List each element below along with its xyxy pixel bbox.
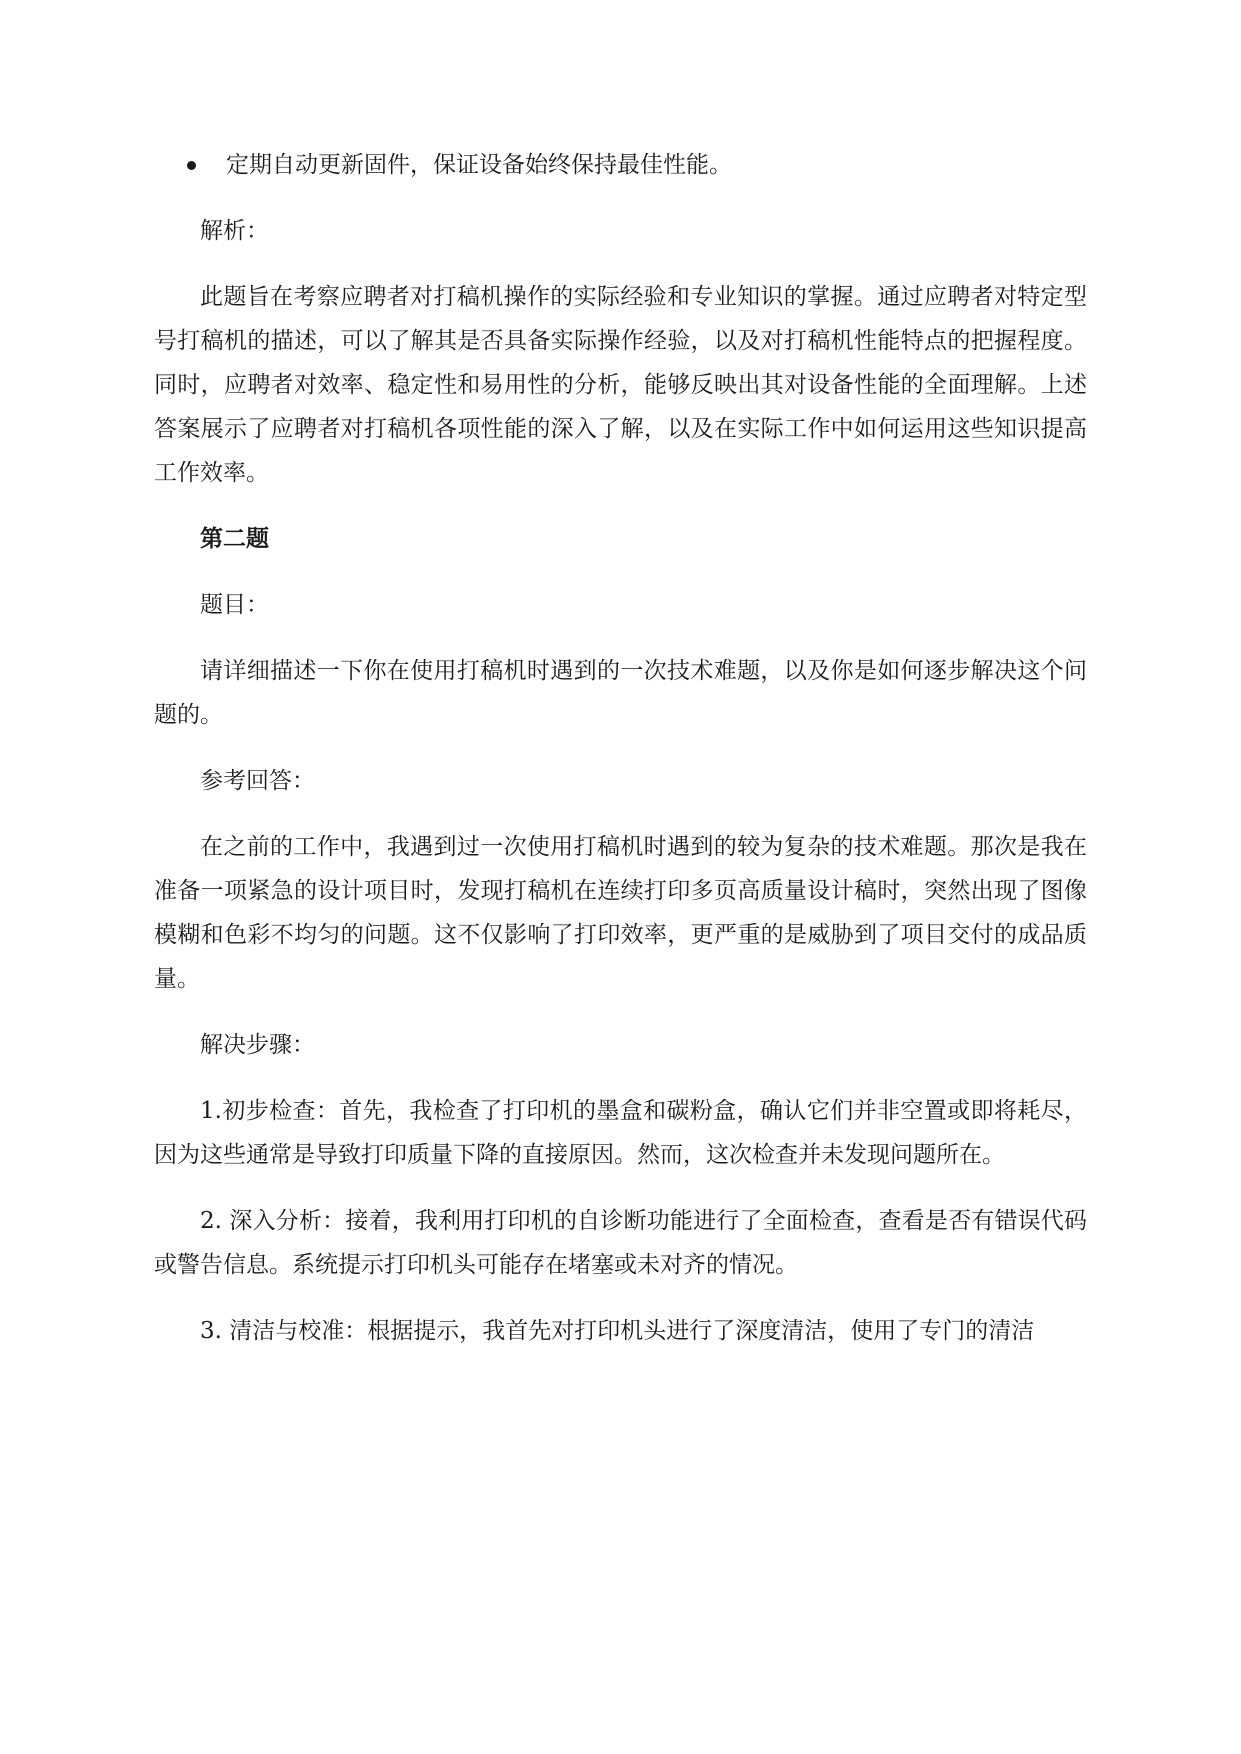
bullet-list-item: [154, 143, 1087, 187]
answer-label: 参考回答：: [200, 768, 315, 794]
bullet-text: 定期自动更新固件，保证设备始终保持最佳性能。: [226, 152, 732, 178]
step-paragraph: 1.初步检查：首先，我检查了打印机的墨盒和碳粉盒，确认它们并非空置或即将耗尽，因为这些通常是导致打印质量下降的直接原因。然而，这次检查并未发现问题所在。: [154, 1098, 1087, 1168]
bullet-icon: [187, 161, 196, 170]
question-paragraph: 请详细描述一下你在使用打稿机时遇到的一次技术难题，以及你是如何逐步解决这个问题的。: [154, 658, 1087, 728]
answer-paragraph: 在之前的工作中，我遇到过一次使用打稿机时遇到的较为复杂的技术难题。那次是我在准备一项紧急的设计项目时，发现打稿机在连续打印多页高质量设计稿时，突然出现了图像模糊和色彩不均匀的问题。这不仅影响了打印效率，更严重的是威胁到了项目交付的成品质量。: [154, 834, 1087, 992]
document-body: [154, 143, 1087, 1375]
analysis-paragraph: 此题旨在考察应聘者对打稿机操作的实际经验和专业知识的掌握。通过应聘者对特定型号打稿机的描述，可以了解其是否具备实际操作经验，以及对打稿机性能特点的把握程度。同时，应聘者对效率、稳定性和易用性的分析，能够反映出其对设备性能的全面理解。上述答案展示了应聘者对打稿机各项性能的深入了解，以及在实际工作中如何运用这些知识提高工作效率。: [154, 284, 1087, 486]
section-heading: 第二题: [200, 525, 269, 552]
step-paragraph: 3. 清洁与校准：根据提示，我首先对打印机头进行了深度清洁，使用了专门的清洁: [200, 1318, 1035, 1344]
step-paragraph: 2. 深入分析：接着，我利用打印机的自诊断功能进行了全面检查，查看是否有错误代码或警告信息。系统提示打印机头可能存在堵塞或未对齐的情况。: [154, 1208, 1087, 1278]
question-label: 题目：: [200, 592, 269, 618]
analysis-label: 解析：: [200, 218, 269, 244]
steps-label: 解决步骤：: [200, 1032, 315, 1058]
